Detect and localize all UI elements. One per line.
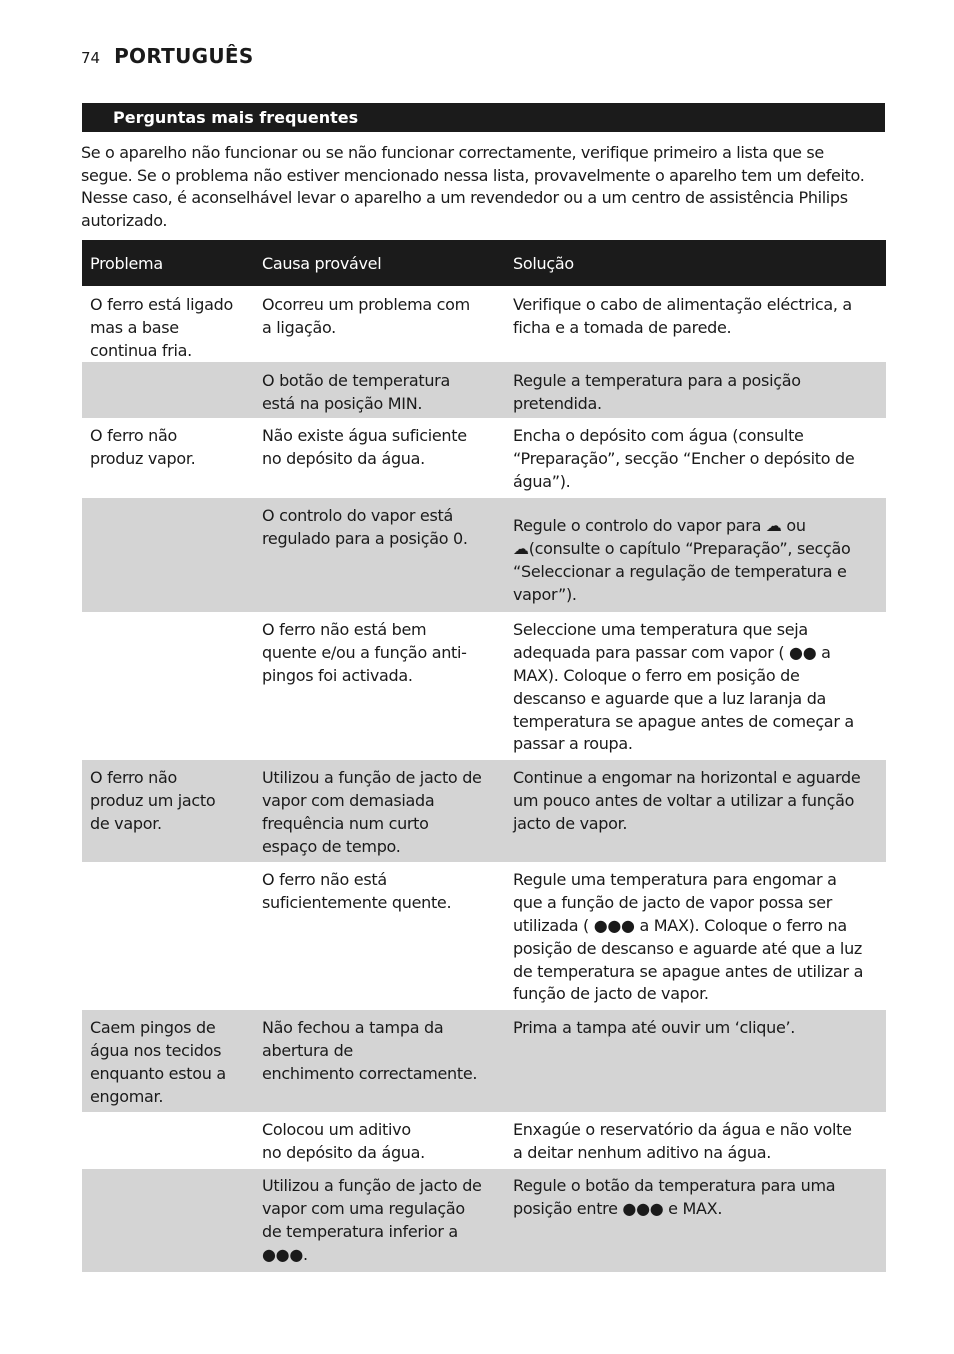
cell-line: suficientemente quente. <box>262 893 452 913</box>
table-row <box>82 760 886 862</box>
problem-cell <box>82 1010 254 1112</box>
table-row <box>82 612 886 760</box>
language-title: PORTUGUÊS <box>114 44 254 68</box>
problem-cell <box>82 418 254 498</box>
cell-line: produz um jacto <box>90 791 216 811</box>
cell-line: passar a roupa. <box>513 734 633 754</box>
cell-line: Enxagúe o reservatório da água e não volte <box>513 1120 852 1140</box>
cell-line: O ferro não <box>90 426 177 446</box>
cell-line: vapor com demasiada <box>262 791 435 811</box>
cell-line: ●●●. <box>262 1244 308 1264</box>
table-header-row <box>82 240 886 286</box>
cell-line: regulado para a posição 0. <box>262 529 468 549</box>
troubleshooting-table <box>82 240 886 1272</box>
cell-line: abertura de <box>262 1041 353 1061</box>
cell-line: Utilizou a função de jacto de <box>262 768 482 788</box>
cell-line: um pouco antes de voltar a utilizar a função <box>513 791 855 811</box>
cell-line: Regule o botão da temperatura para uma <box>513 1176 836 1196</box>
cause-cell <box>254 1010 505 1112</box>
problem-cell <box>82 862 254 1010</box>
cell-line: O ferro não está <box>262 870 387 890</box>
cell-line: Ocorreu um problema com <box>262 295 470 314</box>
problem-cell <box>82 760 254 862</box>
intro-line: segue. Se o problema não estiver mencionado nessa lista, provavelmente o aparelho tem um defeito. <box>81 165 865 185</box>
cell-line: mas a base <box>90 317 179 337</box>
cell-line: vapor”). <box>513 584 577 604</box>
table-row <box>82 362 886 418</box>
section-title: Perguntas mais frequentes <box>113 108 359 127</box>
cell-line: Seleccione uma temperatura que seja <box>513 620 808 640</box>
page-number: 74 <box>81 49 101 67</box>
cell-line: jacto de vapor. <box>513 813 628 833</box>
solution-cell <box>505 362 886 418</box>
cause-cell <box>254 418 505 498</box>
table-row <box>82 498 886 612</box>
cell-line: no depósito da água. <box>262 1143 425 1163</box>
solution-cell <box>505 612 886 760</box>
intro-line: autorizado. <box>81 210 168 230</box>
cell-line: O ferro não está bem <box>262 620 427 640</box>
problem-cell <box>82 1112 254 1169</box>
table-row <box>82 862 886 1010</box>
cell-line: Regule uma temperatura para engomar a <box>513 870 837 890</box>
intro-line: Nesse caso, é aconselhável levar o aparelho a um revendedor ou a um centro de assistência Philips <box>81 188 848 207</box>
cell-line: produz vapor. <box>90 449 196 469</box>
cell-line: Caem pingos de <box>90 1018 216 1038</box>
cell-line: O ferro não <box>90 768 177 788</box>
cell-line: de temperatura inferior a <box>262 1221 458 1241</box>
cell-line: “Seleccionar a regulação de temperatura e <box>513 561 847 581</box>
solution-cell <box>505 1169 886 1272</box>
cell-line: Prima a tampa até ouvir um ‘clique’. <box>513 1018 796 1038</box>
table-row <box>82 418 886 498</box>
cell-line: continua fria. <box>90 340 192 360</box>
problem-cell <box>82 498 254 612</box>
cell-line: quente e/ou a função anti- <box>262 643 467 663</box>
cell-line: adequada para passar com vapor ( ●● a <box>513 643 831 663</box>
cell-line: utilizada ( ●●● a MAX). Coloque o ferro na <box>513 915 847 935</box>
cell-line: posição de descanso e aguarde até que a luz <box>513 938 863 958</box>
table-row <box>82 1010 886 1112</box>
problem-cell <box>82 362 254 418</box>
cell-line: Verifique o cabo de alimentação eléctrica, a <box>513 295 852 314</box>
cause-cell <box>254 1112 505 1169</box>
section-title-bar <box>82 103 885 132</box>
cell-line: O controlo do vapor está <box>262 506 453 526</box>
cell-line: ficha e a tomada de parede. <box>513 317 732 337</box>
cause-cell <box>254 362 505 418</box>
cell-line: função de jacto de vapor. <box>513 984 709 1004</box>
cell-line: ☁(consulte o capítulo “Preparação”, secção <box>513 539 851 559</box>
cell-line: enchimento correctamente. <box>262 1063 478 1083</box>
cell-line: O ferro está ligado <box>90 295 233 314</box>
cause-cell <box>254 862 505 1010</box>
cell-line: vapor com uma regulação <box>262 1199 465 1219</box>
solution-cell <box>505 498 886 612</box>
solution-cell <box>505 862 886 1010</box>
cell-line: Continue a engomar na horizontal e aguarde <box>513 768 861 788</box>
cell-line: O botão de temperatura <box>262 371 450 391</box>
cell-line: Utilizou a função de jacto de <box>262 1176 482 1196</box>
cell-line: está na posição MIN. <box>262 394 423 414</box>
cell-line: de temperatura se apague antes de utilizar a <box>513 961 864 981</box>
cause-cell <box>254 1169 505 1272</box>
table-row <box>82 286 886 362</box>
cell-line: que a função de jacto de vapor possa ser <box>513 893 833 913</box>
problem-cell <box>82 286 254 362</box>
cell-line: Regule o controlo do vapor para ☁ ou <box>513 516 806 536</box>
cell-line: MAX). Coloque o ferro em posição de <box>513 665 800 685</box>
cell-line: engomar. <box>90 1086 164 1106</box>
cell-line: água”). <box>513 471 571 491</box>
cell-line: “Preparação”, secção “Encher o depósito de <box>513 449 855 469</box>
intro-line: Se o aparelho não funcionar ou se não funcionar correctamente, verifique primeiro a lista que se <box>81 143 824 162</box>
cell-line: pingos foi activada. <box>262 665 413 685</box>
cause-cell <box>254 760 505 862</box>
cell-line: posição entre ●●● e MAX. <box>513 1199 723 1219</box>
cell-line: no depósito da água. <box>262 449 425 469</box>
cell-line: descanso e aguarde que a luz laranja da <box>513 688 827 708</box>
cell-line: enquanto estou a <box>90 1063 226 1083</box>
table-row <box>82 1112 886 1169</box>
column-header-problem: Problema <box>82 240 254 286</box>
cause-cell <box>254 498 505 612</box>
cell-line: frequência num curto <box>262 813 429 833</box>
cell-line: a deitar nenhum aditivo na água. <box>513 1143 772 1163</box>
cell-line: Encha o depósito com água (consulte <box>513 426 804 446</box>
cell-line: espaço de tempo. <box>262 836 401 856</box>
cell-line: a ligação. <box>262 317 336 337</box>
problem-cell <box>82 1169 254 1272</box>
cause-cell <box>254 286 505 362</box>
cell-line: água nos tecidos <box>90 1041 222 1061</box>
solution-cell <box>505 760 886 862</box>
intro-paragraph <box>81 142 889 232</box>
column-header-cause: Causa provável <box>254 240 505 286</box>
solution-cell <box>505 418 886 498</box>
cell-line: Não existe água suficiente <box>262 426 467 446</box>
cell-line: de vapor. <box>90 813 162 833</box>
table-row <box>82 1169 886 1272</box>
solution-cell <box>505 286 886 362</box>
cause-cell <box>254 612 505 760</box>
cell-line: Regule a temperatura para a posição <box>513 371 801 391</box>
column-header-solution: Solução <box>505 240 886 286</box>
problem-cell <box>82 612 254 760</box>
cell-line: Não fechou a tampa da <box>262 1018 444 1038</box>
cell-line: pretendida. <box>513 394 602 414</box>
cell-line: Colocou um aditivo <box>262 1120 411 1140</box>
solution-cell <box>505 1112 886 1169</box>
solution-cell <box>505 1010 886 1112</box>
cell-line: temperatura se apague antes de começar a <box>513 711 854 731</box>
page-header <box>81 44 254 74</box>
